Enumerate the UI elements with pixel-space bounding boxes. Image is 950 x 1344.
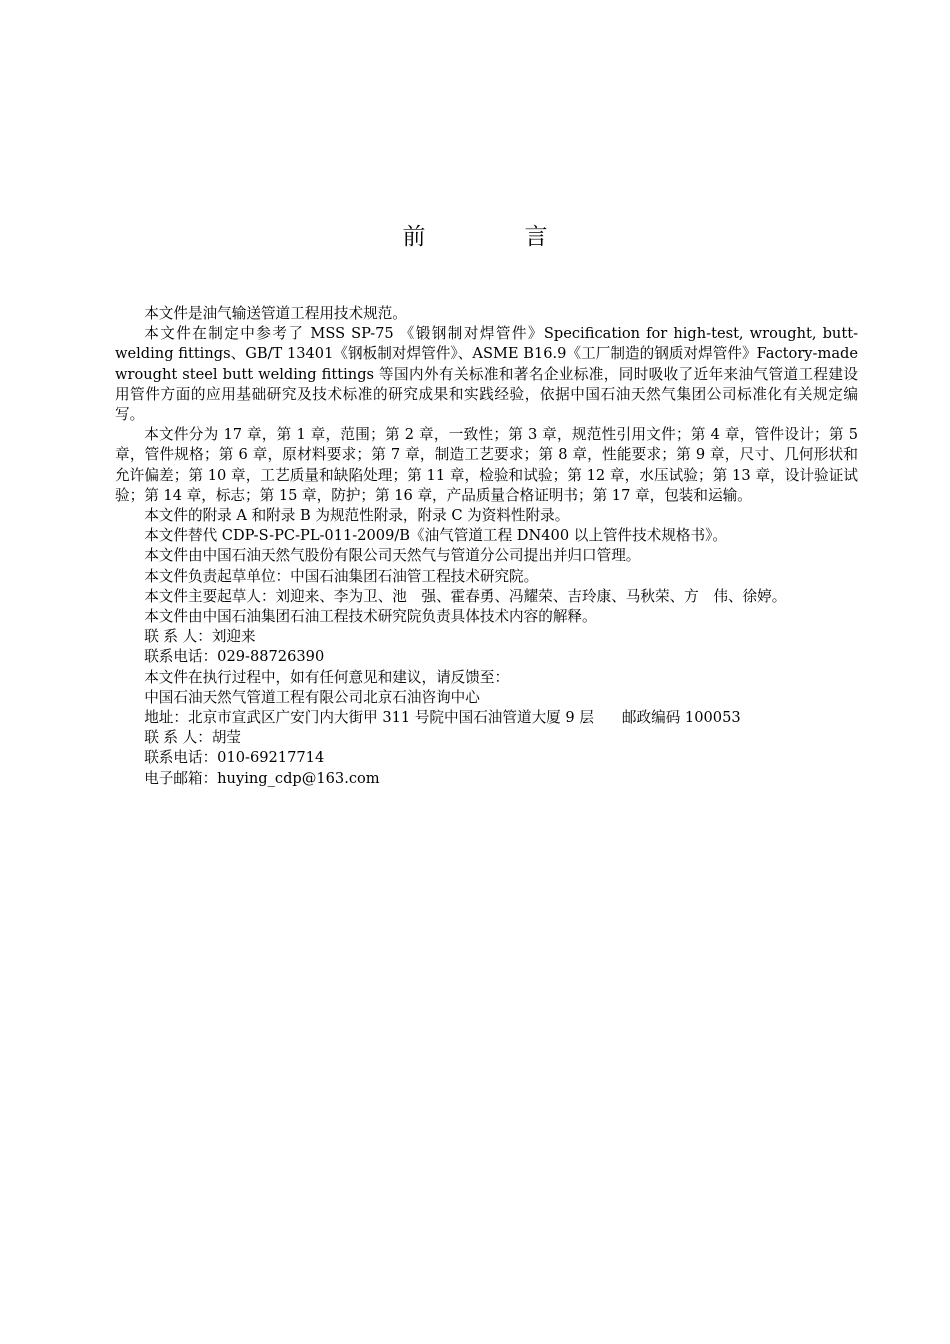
paragraph-proposer: 本文件由中国石油天然气股份有限公司天然气与管道分公司提出并归口管理。 (144, 547, 641, 565)
feedback-postcode: 邮政编码 100053 (621, 709, 741, 727)
paragraph-chapters: 本文件分为 17 章，第 1 章，范围；第 2 章，一致性；第 3 章，规范性引用文件；第 4 章，管件设计；第 5 章，管件规格；第 6 章，原材料要求；第 7 章，制造工艺要求；第 8 章，性能要求；第 9 章，尺寸、几何形状和允许偏差；第 10 章，工艺质量和缺陷处理；第 11 章，检验和试验；第 12 章，水压试验；第 13 章，设计验证试验；第 14 章，标志；第 15 章，防护；第 16 章，产品质量合格证明书；第 17 章，包装和运输。 (115, 426, 858, 504)
contact-phone: 联系电话：029-88726390 (144, 648, 325, 666)
feedback-contact-person: 联 系 人：胡莹 (144, 729, 242, 747)
paragraph-supersedes: 本文件替代 CDP-S-PC-PL-011-2009/B《油气管道工程 DN400 以上管件技术规格书》。 (144, 527, 727, 545)
feedback-intro: 本文件在执行过程中，如有任何意见和建议，请反馈至： (144, 668, 510, 686)
page-title: 前 言 (402, 224, 586, 250)
foreword-body (115, 304, 858, 789)
contact-person: 联 系 人：刘迎来 (144, 628, 256, 646)
feedback-organization: 中国石油天然气管道工程有限公司北京石油咨询中心 (144, 688, 480, 706)
feedback-email: 电子邮箱：huying_cdp@163.com (144, 769, 380, 787)
paragraph-references: 本文件在制定中参考了 MSS SP-75 《锻钢制对焊管件》Specification for high-test, wrought, butt-welding fittings、GB/T 13401《钢板制对焊管件》、ASME B16.9《工厂制造的钢质对焊管件》Factory-made wrought steel butt welding fittings 等国内外有关标准和著名企业标准，同时吸收了近年来油气管道工程建设用管件方面的应用基础研究及技术标准的研究成果和实践经验，依据中国石油天然气集团公司标准化有关规定编写。 (115, 325, 858, 424)
feedback-address-line (115, 708, 858, 728)
paragraph-interpretation: 本文件由中国石油集团石油工程技术研究院负责具体技术内容的解释。 (144, 608, 597, 626)
feedback-contact-phone: 联系电话：010-69217714 (144, 749, 325, 767)
paragraph-drafters: 本文件主要起草人：刘迎来、李为卫、池 强、霍春勇、冯耀荣、吉玲康、马秋荣、方 伟、徐婷。 (144, 587, 787, 605)
paragraph-scope: 本文件是油气输送管道工程用技术规范。 (144, 305, 407, 322)
feedback-address: 地址：北京市宣武区广安门内大街甲 311 号院中国石油管道大厦 9 层 (144, 709, 594, 727)
paragraph-drafting-unit: 本文件负责起草单位：中国石油集团石油管工程技术研究院。 (144, 567, 539, 585)
paragraph-appendices: 本文件的附录 A 和附录 B 为规范性附录，附录 C 为资料性附录。 (144, 507, 570, 525)
